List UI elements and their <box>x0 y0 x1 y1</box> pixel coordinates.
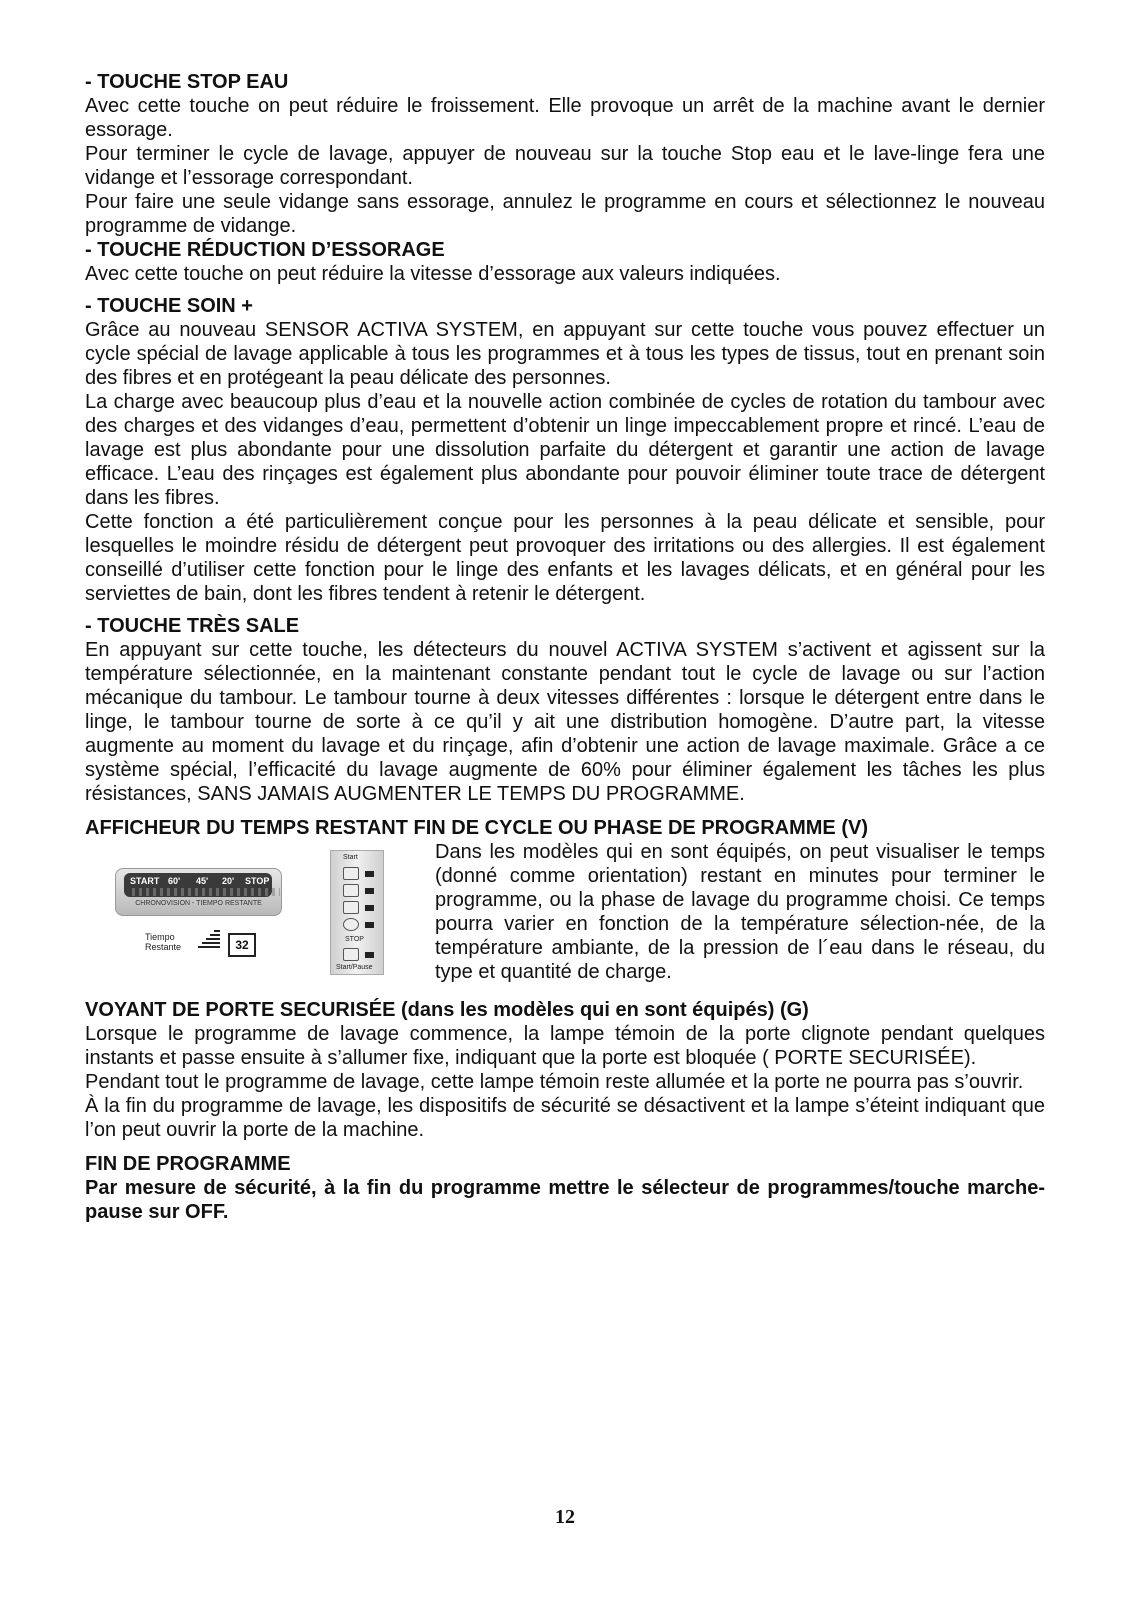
afficheur-row <box>85 840 1045 990</box>
paragraph: Dans les modèles qui en sont équipés, on peut visualiser le temps (donné comme orientation) restant en minutes pour terminer le programme, ou la phase de lavage du programme choisi. Ce temps pourra varier en fonction de la température sélection-née, de la température ambiante, de la pression de l´eau dans le réseau, du type et quantité de charge. <box>435 841 1045 983</box>
led-indicator <box>365 871 374 877</box>
tiempo-line: Tiempo <box>145 932 175 942</box>
heading-tres-sale: - TOUCHE TRÈS SALE <box>85 615 300 637</box>
led-indicator <box>365 922 374 928</box>
led-dots <box>132 888 280 896</box>
button-strip <box>330 850 384 975</box>
led-indicator <box>365 888 374 894</box>
wash-icon <box>343 884 359 897</box>
paragraph: Grâce au nouveau SENSOR ACTIVA SYSTEM, en appuyant sur cette touche vous pouvez effectuer un cycle spécial de lavage applicable à tous les programmes et à tous les types de tissus, tout en prenant soin des fibres et en protégeant la peau délicate des personnes. <box>85 319 1045 389</box>
tiempo-label <box>145 932 181 952</box>
paragraph: À la fin du programme de lavage, les dispositifs de sécurité se désactivent et la lampe s’éteint indiquant que l’on peut ouvrir la porte de la machine. <box>85 1095 1045 1141</box>
paragraph: En appuyant sur cette touche, les détecteurs du nouvel ACTIVA SYSTEM s’activent et agissent sur la température sélectionnée, en la maintenant constante pendant tout le cycle de lavage ou sur l’action mécanique du tambour. Le tambour tourne à deux vitesses différentes : lorsque le détergent entre dans le linge, le tambour tourne de sorte à ce qu’il y ait une distribution homogène. D’autre part, la vitesse augmente au moment du lavage et du rinçage, afin d’obtenir une action de lavage maximale. Grâce a ce système spécial, l’efficacité du lavage augmente de 60% pour éliminer également les tâches les plus résistances, SANS JAMAIS AUGMENTER LE TEMPS DU PROGRAMME. <box>85 639 1045 805</box>
panel-label: 45' <box>196 876 209 886</box>
led-indicator <box>365 952 374 958</box>
level-bars-icon <box>198 930 220 952</box>
strip-start-pause-label: Start/Pause <box>336 964 373 971</box>
remaining-time-display: 32 <box>228 933 256 957</box>
panel-label: STOP <box>245 876 270 886</box>
spin-icon <box>343 918 359 931</box>
heading-fin-programme: FIN DE PROGRAMME <box>85 1153 291 1175</box>
strip-stop-label: STOP <box>345 936 364 943</box>
heading-reduction-essorage: - TOUCHE RÉDUCTION D’ESSORAGE <box>85 239 445 261</box>
prewash-icon <box>343 867 359 880</box>
strip-start-label: Start <box>343 854 358 861</box>
heading-stop-eau: - TOUCHE STOP EAU <box>85 71 289 93</box>
panel-label: 20' <box>222 876 235 886</box>
paragraph: Avec cette touche on peut réduire le froissement. Elle provoque un arrêt de la machine avant le dernier essorage. <box>85 95 1045 141</box>
panel-label: START <box>130 876 160 886</box>
paragraph: Pour faire une seule vidange sans essorage, annulez le programme en cours et sélectionnez le nouveau programme de vidange. <box>85 191 1045 237</box>
page-number: 12 <box>555 1506 575 1528</box>
paragraph: Lorsque le programme de lavage commence, la lampe témoin de la porte clignote pendant quelques instants et passe ensuite à s’allumer fixe, indiquant que la porte est bloquée ( PORTE SECURISÉE). <box>85 1023 1045 1069</box>
panel-label: 60' <box>168 876 181 886</box>
paragraph: Cette fonction a été particulièrement conçue pour les personnes à la peau délicate et sensible, pour lesquelles le moindre résidu de détergent peut provoquer des irritations ou des allergies. Il est également conseillé d’utiliser cette fonction pour le linge des enfants et les lavages délicats, et en général pour les serviettes de bain, dont les fibres tendent à retenir le détergent. <box>85 511 1045 605</box>
paragraph: Pour terminer le cycle de lavage, appuyer de nouveau sur la touche Stop eau et le lave-linge fera une vidange et l’essorage correspondant. <box>85 143 1045 189</box>
display-figure <box>85 840 435 990</box>
tiempo-line: Restante <box>145 942 182 952</box>
led-indicator <box>365 905 374 911</box>
lock-icon <box>343 948 359 961</box>
rinse-icon <box>343 901 359 914</box>
document-page <box>85 70 1045 1224</box>
paragraph: Avec cette touche on peut réduire la vitesse d’essorage aux valeurs indiquées. <box>85 263 781 285</box>
heading-afficheur: AFFICHEUR DU TEMPS RESTANT FIN DE CYCLE OU PHASE DE PROGRAMME (V) <box>85 817 868 839</box>
safety-note: Par mesure de sécurité, à la fin du programme mettre le sélecteur de programmes/touche marche-pause sur OFF. <box>85 1177 1045 1223</box>
panel-caption: CHRONOVISION - TIEMPO RESTANTE <box>135 900 262 907</box>
panel-display <box>124 873 272 897</box>
paragraph: Pendant tout le programme de lavage, cette lampe témoin reste allumée et la porte ne pourra pas s’ouvrir. <box>85 1071 1024 1093</box>
heading-soin: - TOUCHE SOIN + <box>85 295 253 317</box>
heading-voyant-porte: VOYANT DE PORTE SECURISÉE (dans les modèles qui en sont équipés) (G) <box>85 999 809 1021</box>
chronovision-panel <box>115 868 282 916</box>
paragraph: La charge avec beaucoup plus d’eau et la nouvelle action combinée de cycles de rotation du tambour avec des charges et des vidanges d’eau, permettent d’obtenir un linge impeccablement propre et rincé. L’eau de lavage est plus abondante pour une dissolution parfaite du détergent et garantir une action de lavage efficace. L’eau des rinçages est également plus abondante pour pouvoir éliminer toute trace de détergent dans les fibres. <box>85 391 1045 509</box>
